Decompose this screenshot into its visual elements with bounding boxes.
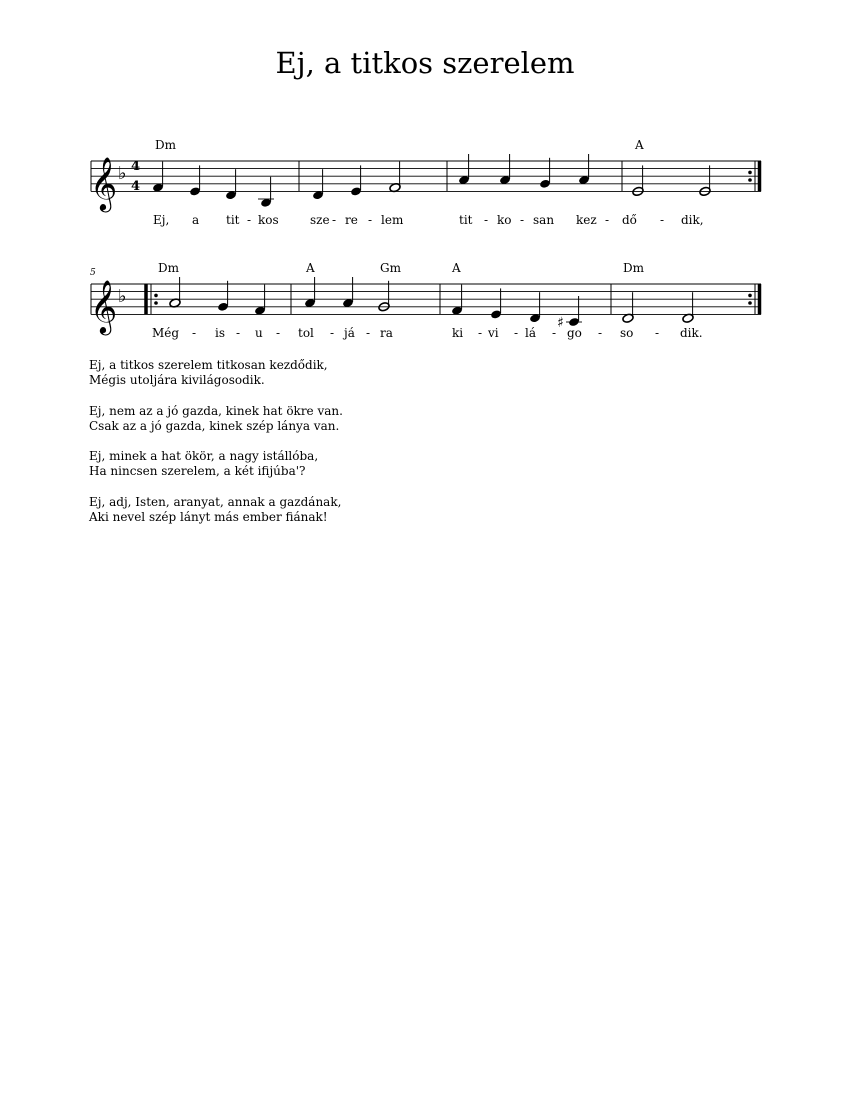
note [258, 177, 274, 208]
flat-key-signature-icon: ♭ [118, 163, 127, 184]
verse-line: Ej, nem az a jó gazda, kinek hat ökre van. [89, 403, 343, 418]
repeat-dot [748, 294, 752, 298]
lyric-syllable: u [255, 326, 263, 340]
lyric-syllable: dik, [681, 213, 704, 227]
staff-2 [91, 284, 761, 314]
svg-text:-: - [660, 213, 665, 227]
verse-line: Ej, minek a hat ökör, a nagy istállóba, [89, 449, 319, 464]
svg-text:-: - [332, 213, 337, 227]
verse-line: Ha nincsen szerelem, a két ifijúba'? [89, 464, 306, 479]
verse [89, 449, 689, 480]
verse-line: Ej, adj, Isten, aranyat, annak a gazdának, [89, 494, 342, 509]
sharp-icon: ♯ [557, 315, 564, 331]
svg-text:-: - [605, 213, 610, 227]
lyric-syllable: dő [622, 213, 637, 227]
repeat-dot [154, 301, 158, 305]
lyric-syllable: san [533, 213, 555, 227]
lyric-syllable: lá [525, 326, 536, 340]
svg-text:-: - [478, 326, 483, 340]
verse [89, 358, 689, 389]
notes [152, 154, 711, 331]
note [169, 277, 181, 308]
svg-text:-: - [236, 326, 241, 340]
verse-line: Aki nevel szép lányt más ember fiának! [89, 510, 328, 525]
svg-text:-: - [520, 213, 525, 227]
note [189, 165, 201, 196]
note [225, 169, 237, 200]
note [578, 154, 590, 185]
verse-line: Mégis utoljára kivilágosodik. [89, 373, 265, 388]
lyric-syllable: tol [298, 326, 314, 340]
lyric-syllable: a [192, 213, 200, 227]
lyric-syllable: kos [258, 213, 279, 227]
lyric-syllable: ki [452, 326, 464, 340]
note [699, 165, 711, 196]
note [622, 292, 634, 323]
lyric-syllable: tit [226, 213, 240, 227]
verse-line: Csak az a jó gazda, kinek szép lánya van. [89, 418, 340, 433]
note [304, 277, 316, 308]
chord-symbol: A [306, 261, 315, 275]
flat-key-signature-icon: ♭ [118, 286, 127, 307]
svg-text:-: - [598, 326, 603, 340]
note [451, 285, 463, 316]
lyric-syllable: is [215, 326, 225, 340]
lyric-syllable: tit [459, 213, 473, 227]
note [499, 154, 511, 185]
lyric-syllable: ra [380, 326, 393, 340]
svg-text:-: - [655, 326, 660, 340]
verse-line: Ej, a titkos szerelem titkosan kezdődik, [89, 358, 328, 372]
chord-symbol: Dm [623, 261, 644, 275]
treble-clef-icon: 𝄞 [90, 156, 118, 210]
note [529, 292, 541, 323]
note [312, 169, 324, 200]
note [539, 158, 551, 189]
lyric-syllable: dik. [680, 326, 703, 340]
note [342, 277, 354, 308]
treble-clef-icon: 𝄞 [90, 279, 118, 333]
lyrics-system-2 [152, 326, 703, 340]
note [490, 288, 502, 319]
svg-text:-: - [552, 326, 557, 340]
note [389, 162, 401, 193]
lyric-syllable: Még [152, 326, 180, 340]
lyric-syllable: sze [310, 213, 330, 227]
svg-text:-: - [330, 326, 335, 340]
lyric-syllable: já [344, 326, 355, 340]
svg-text:-: - [276, 326, 281, 340]
note [350, 165, 362, 196]
time-signature-bottom: 4 [131, 179, 141, 194]
repeat-dot [748, 301, 752, 305]
svg-text:-: - [192, 326, 197, 340]
time-signature-top: 4 [131, 159, 141, 174]
chord-symbol: Dm [155, 138, 176, 152]
lyric-syllable: go [567, 326, 582, 340]
verses-block [89, 358, 689, 540]
lyric-syllable: kez [576, 213, 597, 227]
music-score [0, 0, 850, 360]
chord-symbol: A [452, 261, 461, 275]
lyric-syllable: re [345, 213, 358, 227]
svg-text:-: - [484, 213, 489, 227]
measure-number: 5 [90, 268, 96, 278]
verse [89, 404, 689, 435]
svg-text:-: - [366, 326, 371, 340]
note [632, 165, 644, 196]
song-title: Ej, a titkos szerelem [275, 46, 575, 80]
note [217, 281, 229, 312]
staff-1 [91, 161, 761, 191]
chord-symbol: A [635, 138, 644, 152]
note [152, 162, 164, 193]
lyric-syllable: lem [381, 213, 404, 227]
lyrics-system-1 [153, 213, 704, 227]
note [378, 281, 390, 312]
lyric-syllable: ko [497, 213, 512, 227]
note [254, 285, 266, 316]
svg-text:-: - [247, 213, 252, 227]
lyric-syllable: so [620, 326, 634, 340]
lyric-syllable: Ej, [153, 213, 170, 227]
chord-symbol: Dm [158, 261, 179, 275]
lyric-syllable: vi [488, 326, 499, 340]
svg-text:-: - [368, 213, 373, 227]
chord-symbol: Gm [380, 261, 401, 275]
repeat-dot [154, 294, 158, 298]
repeat-dot [748, 178, 752, 182]
note [458, 154, 470, 185]
note [682, 292, 694, 323]
verse [89, 495, 689, 526]
svg-text:-: - [514, 326, 519, 340]
repeat-dot [748, 171, 752, 175]
